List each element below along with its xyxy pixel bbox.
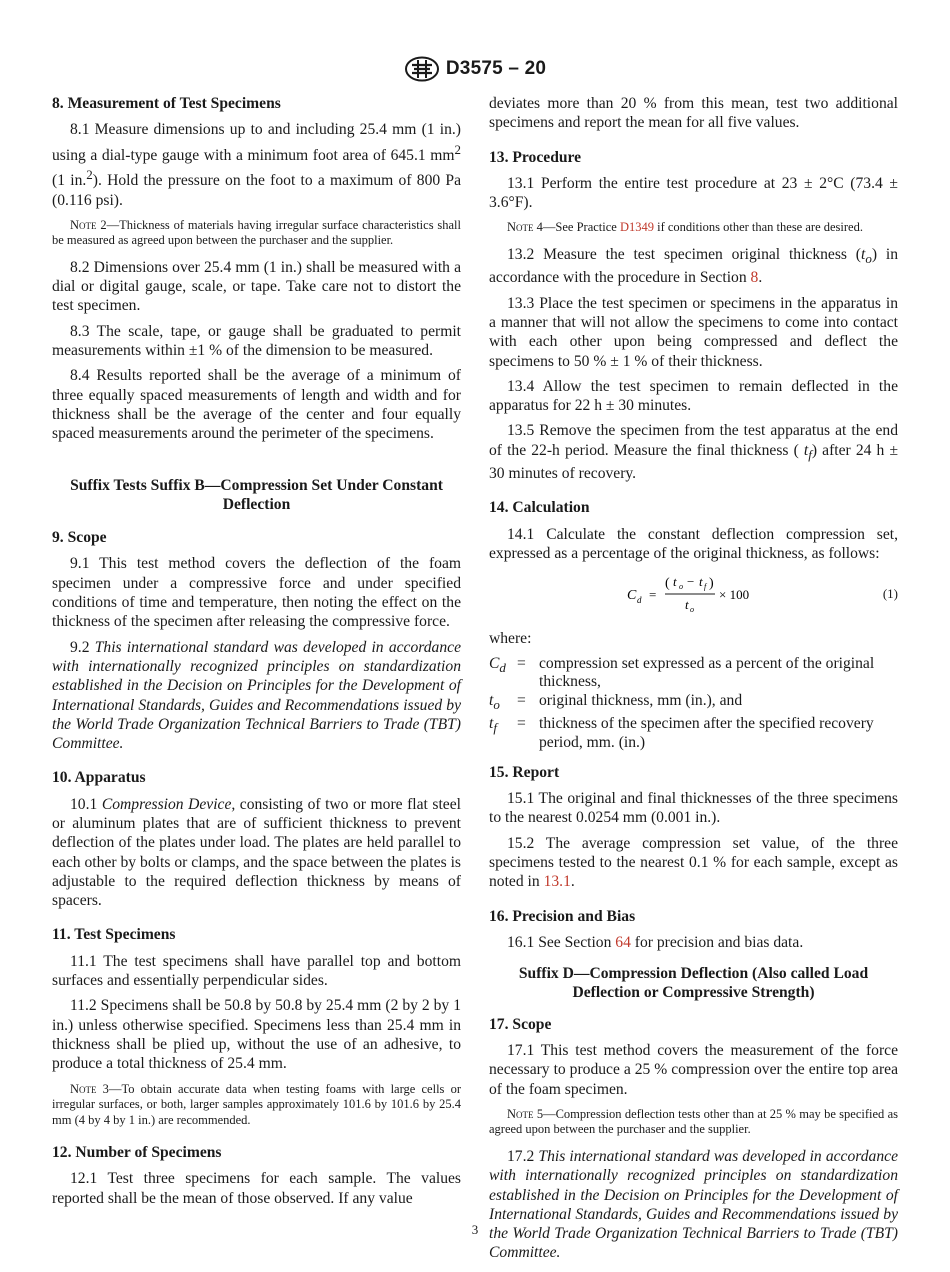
paragraph-8-4: 8.4 Results reported shall be the average of a minimum of three equally spaced measurements of length and width and for thickness shall be the average of the center and four equally spaced measurements around the perimeter of the specimens. (52, 367, 461, 443)
eq-den-t: t (685, 597, 689, 613)
section-14-heading: 14. Calculation (489, 499, 590, 517)
paragraph-13-5: 13.5 Remove the specimen from the test apparatus at the end of the 22-h period. Measure the final thickness ( $t_f$) after 24 h ± 30 minutes of recovery. (489, 422, 898, 483)
eq-lhs: C (627, 588, 637, 604)
section-12-heading: 12. Number of Specimens (52, 1144, 222, 1162)
note-2: Note 2—Thickness of materials having irregular surface characteristics shall be measured as agreed upon between the purchaser and the supplier. (52, 217, 462, 248)
paragraph-13-4: 13.4 Allow the test specimen to remain deflected in the apparatus for 22 h ± 30 minutes. (489, 377, 898, 415)
equation-number: (1) (882, 586, 898, 602)
section-17-heading: 17. Scope (489, 1015, 552, 1033)
link-13-1[interactable]: 13.1 (543, 873, 571, 891)
eq-num-t2: t (699, 574, 703, 590)
definition-row: $t_o$ = original thickness, mm (in.), and (489, 692, 743, 713)
paragraph-14-1: 14.1 Calculate the constant deflection compression set, expressed as a percentage of the original thickness, as follows: (489, 525, 898, 563)
paragraph-13-3: 13.3 Place the test specimen or specimens in the apparatus in a manner that will not allow the specimens to come into contact with each other upon being compressed and deflect the specimens to 50 % ± 1 % of their thickness. (489, 294, 898, 370)
paragraph-11-2: 11.2 Specimens shall be 50.8 by 50.8 by 25.4 mm (2 by 2 by 1 in.) unless otherwise specified. Specimens less than 25.4 mm in thickness shall be plied up, without the use of an adhesive, to produce a total thickness of 25.4 mm. (52, 997, 461, 1073)
document-designation: D3575 – 20 (445, 58, 547, 79)
paragraph-15-2: 15.2 The average compression set value, of the three specimens tested to the nearest 0.1 % for each sample, except as noted in 13.1. (489, 834, 898, 891)
paragraph-17-1: 17.1 This test method covers the measurement of the force necessary to produce a 25 % compression over the entire top area of the foam specimen. (489, 1042, 898, 1098)
section-11-heading: 11. Test Specimens (52, 926, 176, 944)
svg-text:(: ( (665, 576, 670, 592)
paragraph-12-1: 12.1 Test three specimens for each sample. The values reported shall be the mean of those observed. If any value (52, 1170, 461, 1207)
eq-lhs-sub: d (637, 595, 642, 606)
eq-times: × 100 (719, 587, 750, 603)
note-5: Note 5—Compression deflection tests other than at 25 % may be specified as agreed upon between the purchaser and the supplier. (489, 1106, 898, 1137)
paragraph-17-2: 17.2 This international standard was developed in accordance with internationally recognized principles on standardization established in the Decision on Principles for the Development of International Standards, Guides and Recommendations issued by the World Trade Organization Technical Barriers to Trade (TBT) Committee. (489, 1147, 898, 1262)
left-column (52, 94, 461, 1214)
section-15-heading: 15. Report (489, 763, 560, 781)
paragraph-12-1-continued: deviates more than 20 % from this mean, test two additional specimens and report the mean for all five values. (489, 95, 898, 132)
paragraph-16-1: 16.1 See Section 64 for precision and bias data. (507, 933, 804, 951)
paragraph-13-1: 13.1 Perform the entire test procedure at 23 ± 2°C (73.4 ± 3.6°F). (489, 174, 898, 212)
where-definitions (489, 655, 898, 753)
equation-formula (627, 571, 767, 617)
section-9-heading: 9. Scope (52, 529, 107, 547)
eq-den-s: o (690, 605, 694, 615)
eq-minus: − (687, 574, 695, 590)
paragraph-8-2: 8.2 Dimensions over 25.4 mm (1 in.) shall be measured with a dial or digital gauge, scale, or tape. Take care not to distort the test specimen. (52, 258, 461, 315)
link-section-64[interactable]: 64 (615, 933, 631, 951)
note-3: Note 3—To obtain accurate data when testing foams with large cells or irregular surfaces, or both, larger samples approximately 101.6 by 101.6 by 25.4 mm (4 by 4 by 1 in.) are recommended. (52, 1081, 461, 1127)
link-section-8[interactable]: 8 (750, 269, 759, 287)
paragraph-8-3: 8.3 The scale, tape, or gauge shall be graduated to permit measurements within ±1 % of the dimension to be measured. (52, 322, 461, 360)
equation-1 (489, 571, 898, 617)
eq-num-t1: t (673, 574, 677, 590)
note-4: Note 4—See Practice D1349 if conditions other than these are desired. (507, 220, 863, 235)
page-number: 3 (471, 1222, 479, 1237)
svg-text:): ) (709, 576, 714, 592)
paragraph-13-2: 13.2 Measure the test specimen original thickness $(t_o)$ in accordance with the procedure in Section 8. (489, 245, 898, 287)
definition-row: $C_d$ = compression set expressed as a percent of the original thickness, (489, 654, 875, 691)
paragraph-8-1: 8.1 Measure dimensions up to and including 25.4 mm (1 in.) using a dial-type gauge with a minimum foot area of 645.1 $mm^2$ (1 in.$^2$). Hold the pressure on the foot to a maximum of 800 Pa (0.116 psi). (52, 121, 461, 209)
section-16-heading: 16. Precision and Bias (489, 907, 636, 925)
where-label: where: (489, 630, 532, 648)
section-10-heading: 10. Apparatus (52, 769, 146, 787)
section-8-heading: 8. Measurement of Test Specimens (52, 95, 281, 112)
paragraph-9-2: 9.2 This international standard was developed in accordance with internationally recognized principles on standardization established in the Decision on Principles for the Development of International Standards, Guides and Recommendations issued by the World Trade Organization Technical Barriers to Trade (TBT) Committee. (52, 638, 461, 753)
eq-equals: = (649, 587, 657, 603)
paragraph-11-1: 11.1 The test specimens shall have parallel top and bottom surfaces and essentially perpendicular sides. (52, 952, 461, 990)
paragraph-9-1: 9.1 This test method covers the deflection of the foam specimen under a compressive force and under specified conditions of time and temperature, then noting the effect on the thickness of the specimen after releasing the compressive force. (52, 555, 461, 631)
suffix-b-title: Suffix Tests Suffix B—Compression Set Under Constant Deflection (70, 476, 443, 513)
eq-num-s1: o (679, 582, 683, 592)
right-column (489, 94, 898, 1269)
eq-num-s2: f (704, 582, 707, 592)
link-d1349[interactable]: D1349 (619, 220, 654, 235)
astm-logo-icon (404, 56, 440, 82)
suffix-d-title: Suffix D—Compression Deflection (Also called Load Deflection or Compressive Strength) (518, 965, 869, 1002)
paragraph-10-1: 10.1 Compression Device, consisting of two or more flat steel or aluminum plates that are of sufficient thickness to prevent deflection of the plates under load. The plates are held parallel to each other by bolts or clamps, and the space between the plates is adjustable to the required deflection thickness by means of spacers. (52, 795, 461, 910)
definition-row: $t_f$ = thickness of the specimen after the specified recovery period, mm. (in.) (489, 715, 874, 751)
section-13-heading: 13. Procedure (489, 148, 582, 166)
page-header (0, 54, 950, 84)
paragraph-15-1: 15.1 The original and final thicknesses of the three specimens to the nearest 0.0254 mm (0.001 in.). (489, 790, 898, 827)
